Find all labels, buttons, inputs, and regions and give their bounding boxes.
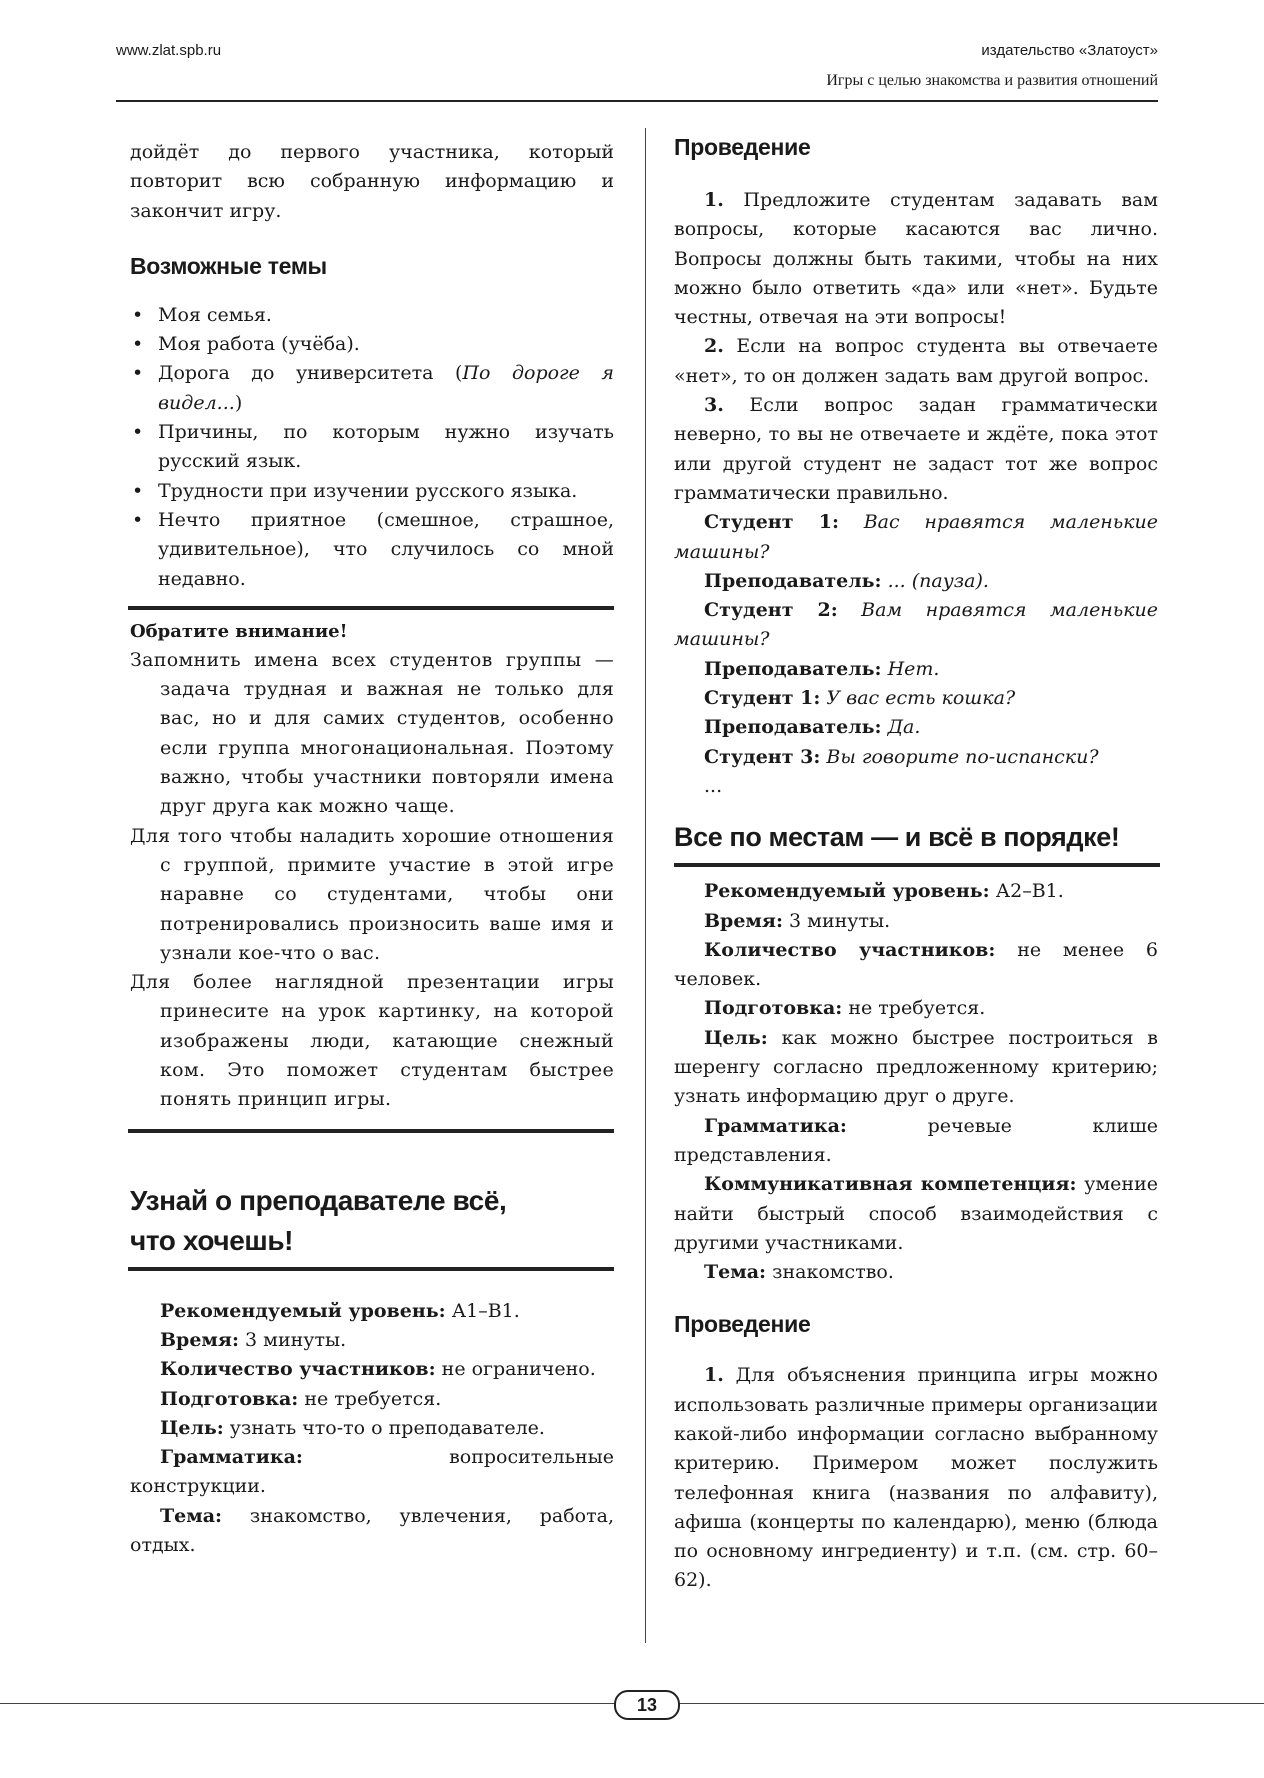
speaker-line: Нет. (881, 657, 940, 680)
topic-item (130, 359, 614, 418)
game2-title: Все по местам — и всё в порядке! (674, 822, 1120, 853)
step-number: 2. (704, 335, 724, 358)
game1-title-line: что хочешь! (130, 1224, 294, 1256)
param-label: Подготовка: (160, 1387, 299, 1410)
game1-title (130, 1181, 614, 1261)
note-bottom-rule (128, 1129, 614, 1133)
game1-title-rule (128, 1267, 614, 1271)
topic-item: • Причины, по которым нужно изучать русский язык. (130, 418, 614, 477)
param-value: речевые клише представления. (674, 1114, 1158, 1166)
header-rule (116, 100, 1158, 102)
param-row (674, 907, 1158, 936)
step-number: 3. (704, 394, 724, 417)
dialogue-line (674, 596, 1158, 655)
note-box (130, 618, 614, 1115)
page-number: 13 (614, 1690, 680, 1720)
param-label: Тема: (160, 1504, 223, 1527)
param-label: Коммуникативная компетенция: (704, 1173, 1077, 1196)
param-value: умение найти быстрый способ взаимодействия с другими участниками. (674, 1173, 1158, 1254)
param-row (674, 877, 1158, 906)
param-row (674, 994, 1158, 1023)
param-value: знакомство, увлечения, работа, отдых. (130, 1504, 614, 1556)
param-value: не ограничено. (435, 1358, 596, 1381)
intro-paragraph: дойдёт до первого участника, который повторит всю собранную информацию и закончит игру. (130, 141, 614, 222)
param-row (130, 1355, 614, 1384)
param-label: Время: (160, 1328, 239, 1351)
dialogue-line (674, 713, 1158, 742)
param-label: Цель: (160, 1416, 224, 1439)
left-column (130, 138, 614, 1560)
param-value: А2–В1. (989, 880, 1064, 903)
note-title: Обратите внимание! (130, 620, 348, 642)
procedure-heading-2: Проведение (674, 1311, 811, 1338)
right-column (674, 132, 1158, 1596)
note-paragraph: Для более наглядной презентации игры принесите на урок картинку, на которой изображены люди, катающие снежный ком. Это поможет студентам быстрее понять принцип игры. (130, 971, 614, 1111)
param-label: Подготовка: (704, 997, 843, 1020)
step-number: 1. (704, 1364, 724, 1387)
procedure-step (674, 1361, 1158, 1595)
speaker-line: Да. (881, 716, 921, 739)
speaker-line: Вас нравятся маленькие машины? (674, 511, 1158, 563)
procedure-step (674, 391, 1158, 508)
note-paragraph: Запомнить имена всех студентов группы — задача трудная и важная не только для вас, но и для самих студентов, особенно если группа многонациональная. Поэтому важно, чтобы участники повторяли имена друг друга как можно чаще. (130, 648, 614, 818)
speaker-label: Преподаватель: (704, 569, 882, 592)
speaker-line: Вы говорите по-испански? (820, 745, 1099, 768)
dialogue-line (674, 567, 1158, 596)
procedure-step (674, 186, 1158, 332)
param-row (674, 936, 1158, 995)
param-value: не менее 6 человек. (674, 938, 1159, 991)
dialogue-line (674, 508, 1158, 567)
param-label: Количество участников: (160, 1358, 436, 1381)
procedure-steps (674, 186, 1158, 508)
speaker-line: Вам нравятся маленькие машины? (674, 599, 1158, 651)
param-value: как можно быстрее построиться в шеренгу согласно предложенному критерию; узнать информацию друг о друге. (674, 1026, 1158, 1108)
procedure-step (674, 332, 1158, 391)
param-label: Грамматика: (704, 1114, 847, 1137)
note-top-rule (128, 606, 614, 610)
param-row (674, 1112, 1158, 1171)
publisher-name: издательство «Златоуст» (981, 42, 1158, 59)
param-row (130, 1443, 614, 1502)
param-label: Тема: (704, 1261, 767, 1284)
speaker-label: Студент 1: (704, 511, 839, 534)
speaker-line: ... (пауза). (881, 569, 989, 592)
game2-params (674, 877, 1158, 1287)
speaker-label: Студент 1: (704, 687, 821, 710)
dialogue-ellipsis: ... (704, 774, 723, 797)
param-row (130, 1502, 614, 1561)
param-label: Грамматика: (160, 1446, 303, 1469)
speaker-label: Преподаватель: (704, 716, 882, 739)
step-text: Если на вопрос студента вы отвечаете «нет», то он должен задать вам другой вопрос. (674, 335, 1158, 387)
param-value: А1–В1. (445, 1299, 520, 1322)
game1-params (130, 1297, 614, 1561)
column-divider (645, 128, 646, 1643)
step-text: Предложите студентам задавать вам вопросы, которые касаются вас лично. Вопросы должны быть такими, чтобы на них можно было ответить «да» или «нет». Будьте честны, отвечая на эти вопросы! (674, 189, 1158, 329)
speaker-line: У вас есть кошка? (820, 687, 1016, 710)
dialogue-line (674, 684, 1158, 713)
param-label: Время: (704, 909, 783, 932)
param-row (674, 1258, 1158, 1287)
topics-heading: Возможные темы (130, 252, 327, 279)
param-row (130, 1297, 614, 1326)
param-row (130, 1414, 614, 1443)
speaker-label: Преподаватель: (704, 657, 882, 680)
param-value: знакомство. (766, 1261, 894, 1284)
step-text: Для объяснения принципа игры можно использовать различные примеры организации какой-либо информации согласно выбранному критерию. Примером может послужить телефонная книга (названия по алфавиту), афиша (концерты по календарю), меню (блюда по основному ингредиенту) и т.п. (см. стр. 60–62). (674, 1364, 1158, 1592)
topic-item: • Моя работа (учёба). (130, 330, 614, 359)
param-label: Количество участников: (704, 938, 996, 961)
param-row (130, 1326, 614, 1355)
param-value: узнать что-то о преподавателе. (223, 1416, 545, 1439)
speaker-label: Студент 2: (704, 599, 838, 622)
topics-list (130, 301, 614, 594)
param-row (130, 1385, 614, 1414)
param-row (674, 1170, 1158, 1258)
section-title: Игры с целью знакомства и развития отношений (826, 72, 1158, 89)
param-value: не требуется. (298, 1387, 442, 1410)
note-paragraph: Для того чтобы наладить хорошие отношения с группой, примите участие в этой игре наравне со студентами, чтобы они потренировались произносить ваше имя и узнали кое-что о вас. (130, 824, 614, 964)
param-label: Цель: (704, 1026, 768, 1049)
param-value: 3 минуты. (239, 1328, 347, 1351)
procedure-heading: Проведение (674, 134, 811, 160)
dialogue-line (674, 655, 1158, 684)
speaker-label: Студент 3: (704, 745, 821, 768)
topic-item: • Моя семья. (130, 301, 614, 330)
param-value: 3 минуты. (783, 909, 891, 932)
site-url[interactable]: www.zlat.spb.ru (116, 42, 222, 59)
step-number: 1. (704, 189, 724, 211)
param-label: Рекомендуемый уровень: (160, 1299, 446, 1322)
step-text: Если вопрос задан грамматически неверно, то вы не отвечаете и ждёте, пока этот или другой студент не задаст тот же вопрос грамматически правильно. (674, 394, 1158, 504)
topic-text: Дорога до университета ( (158, 362, 463, 385)
topic-example: По дороге я видел... (158, 362, 614, 414)
game1-title-line: Узнай о преподавателе всё, (130, 1184, 507, 1216)
param-label: Рекомендуемый уровень: (704, 880, 990, 903)
topic-item: • Трудности при изучении русского языка. (130, 477, 614, 506)
game2-title-rule (674, 863, 1160, 867)
topic-close: ) (234, 391, 243, 414)
param-row (674, 1024, 1158, 1112)
example-dialogue (674, 508, 1158, 801)
topic-item: • Нечто приятное (смешное, страшное, удивительное), что случилось со мной недавно. (130, 506, 614, 594)
param-value: не требуется. (842, 997, 986, 1020)
param-value: вопросительные конструкции. (130, 1446, 614, 1498)
dialogue-line (674, 743, 1158, 772)
